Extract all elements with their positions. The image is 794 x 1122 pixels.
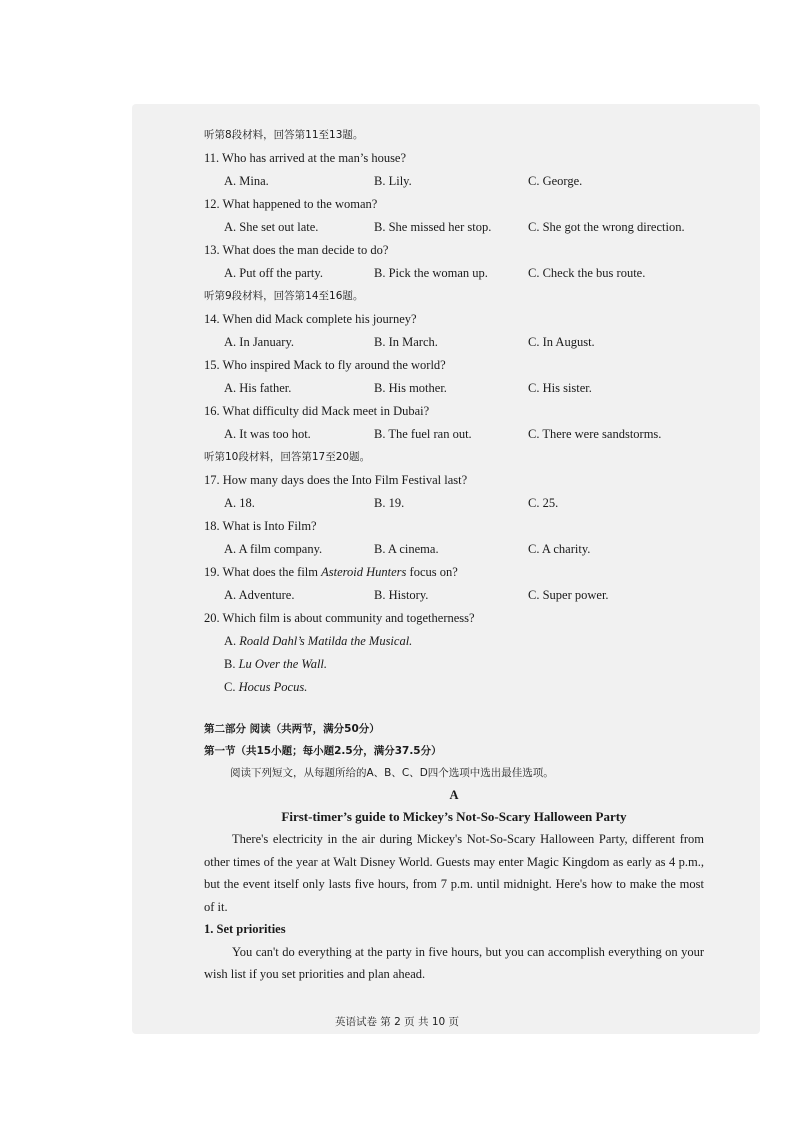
option-16b: B. The fuel ran out.	[374, 427, 472, 441]
question-20: 20. Which film is about community and togetherness?	[204, 611, 475, 625]
passage-paragraph-1: There's electricity in the air during Mickey's Not-So-Scary Halloween Party, different from other times of the year at Walt Disney World. Guests may enter Magic Kingdom as early as 4 p.m., but the event itself only lasts five hours, from 7 p.m. until midnight. Here's how to make the most of it.	[204, 832, 704, 914]
option-20a-letter: A.	[224, 634, 240, 648]
options-14	[204, 331, 704, 354]
subheading-set-priorities: 1. Set priorities	[204, 922, 286, 936]
option-19a: A. Adventure.	[224, 588, 295, 602]
option-11b: B. Lily.	[374, 174, 412, 188]
question-19-post: focus on?	[406, 565, 458, 579]
question-19-film-title: Asteroid Hunters	[321, 565, 407, 579]
passage-title: First-timer’s guide to Mickey’s Not-So-Scary Halloween Party	[281, 809, 627, 824]
options-15	[204, 377, 704, 400]
option-18b: B. A cinema.	[374, 542, 439, 556]
option-20c-letter: C.	[224, 680, 239, 694]
passage-paragraph-2: You can't do everything at the party in five hours, but you can accomplish everything on your wish list if you set priorities and plan ahead.	[204, 944, 704, 981]
question-11: 11. Who has arrived at the man’s house?	[204, 151, 407, 165]
option-20a-title: Roald Dahl’s Matilda the Musical.	[239, 634, 413, 648]
listening-questions	[204, 124, 704, 699]
option-19b: B. History.	[374, 588, 429, 602]
question-19-pre: 19. What does the film	[204, 565, 322, 579]
part-heading: 第二部分 阅读（共两节，满分50分）	[204, 723, 380, 735]
question-19	[204, 561, 704, 584]
option-20a	[204, 630, 704, 653]
option-14b: B. In March.	[374, 335, 438, 349]
set10-instruction: 听第10段材料，回答第17至20题。	[204, 451, 371, 463]
set9-instruction: 听第9段材料，回答第14至16题。	[204, 290, 364, 302]
option-12b: B. She missed her stop.	[374, 220, 492, 234]
option-17b: B. 19.	[374, 496, 405, 510]
option-14c: C. In August.	[528, 335, 595, 349]
options-19	[204, 584, 704, 607]
question-18: 18. What is Into Film?	[204, 519, 317, 533]
option-18c: C. A charity.	[528, 542, 591, 556]
option-13a: A. Put off the party.	[224, 266, 323, 280]
question-16: 16. What difficulty did Mack meet in Dubai?	[204, 404, 430, 418]
option-13c: C. Check the bus route.	[528, 266, 646, 280]
reading-section	[204, 718, 704, 986]
reading-instruction: 阅读下列短文，从每题所给的A、B、C、D四个选项中选出最佳选项。	[230, 767, 554, 779]
question-15: 15. Who inspired Mack to fly around the world?	[204, 358, 446, 372]
option-18a: A. A film company.	[224, 542, 323, 556]
options-13	[204, 262, 704, 285]
option-11c: C. George.	[528, 174, 583, 188]
section-heading: 第一节（共15小题；每小题2.5分，满分37.5分）	[204, 745, 442, 757]
set8-instruction: 听第8段材料，回答第11至13题。	[204, 129, 364, 141]
option-13b: B. Pick the woman up.	[374, 266, 488, 280]
option-12a: A. She set out late.	[224, 220, 319, 234]
question-13: 13. What does the man decide to do?	[204, 243, 389, 257]
question-14: 14. When did Mack complete his journey?	[204, 312, 417, 326]
options-11	[204, 170, 704, 193]
option-15c: C. His sister.	[528, 381, 592, 395]
option-20b	[204, 653, 704, 676]
question-17: 17. How many days does the Into Film Festival last?	[204, 473, 468, 487]
option-17a: A. 18.	[224, 496, 255, 510]
option-12c: C. She got the wrong direction.	[528, 220, 685, 234]
passage-label: A	[449, 788, 459, 802]
option-11a: A. Mina.	[224, 174, 269, 188]
question-12: 12. What happened to the woman?	[204, 197, 378, 211]
options-16	[204, 423, 704, 446]
option-20c	[204, 676, 704, 699]
option-20c-title: Hocus Pocus.	[238, 680, 308, 694]
option-16a: A. It was too hot.	[224, 427, 311, 441]
page-footer: 英语试卷 第 2 页 共 10 页	[334, 1016, 460, 1028]
options-17	[204, 492, 704, 515]
option-14a: A. In January.	[224, 335, 295, 349]
option-17c: C. 25.	[528, 496, 559, 510]
option-15a: A. His father.	[224, 381, 292, 395]
option-20b-letter: B.	[224, 657, 239, 671]
option-15b: B. His mother.	[374, 381, 447, 395]
options-18	[204, 538, 704, 561]
options-12	[204, 216, 704, 239]
option-16c: C. There were sandstorms.	[528, 427, 662, 441]
option-19c: C. Super power.	[528, 588, 609, 602]
option-20b-title: Lu Over the Wall.	[238, 657, 328, 671]
